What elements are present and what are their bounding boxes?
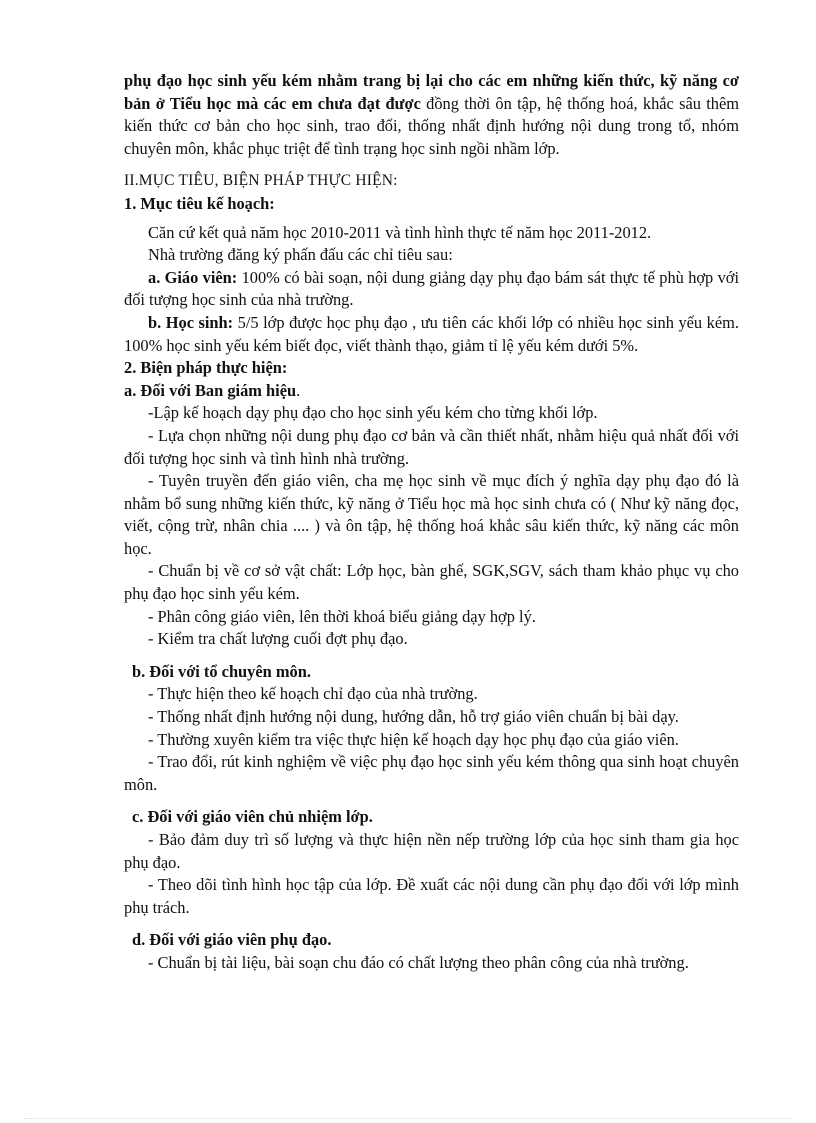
list-item: - Trao đổi, rút kinh nghiệm về việc phụ đạo học sinh yếu kém thông qua sinh hoạt chuyên môn.	[124, 752, 739, 794]
measures-heading: 2. Biện pháp thực hiện:	[124, 358, 288, 378]
intro-text: đồng thời ôn tập, hệ thống hoá, khắc sâu thêm kiến thức cơ bản cho học sinh, trao đổi, thống nhất định hướng nội dung trong tổ, nhóm chuyên môn, khắc phục triệt để tình trạng học sinh ngồi nhầm lớp.	[124, 93, 739, 158]
teacher-goal-text: 100% có bài soạn, nội dung giảng dạy phụ đạo bám sát thực tế phù hợp với đối tượng học sinh của nhà trường.	[124, 267, 739, 310]
intro-paragraph	[124, 70, 739, 160]
intro-bold-text: phụ đạo học sinh yếu kém nhằm trang bị lại cho các em những kiến thức, kỹ năng cơ bản ở Tiểu học mà các em chưa đạt được	[124, 71, 739, 113]
teacher-goal	[124, 267, 739, 312]
list-item: - Phân công giáo viên, lên thời khoá biểu giảng dạy hợp lý.	[148, 606, 536, 626]
list-item: - Thống nhất định hướng nội dung, hướng dẫn, hỗ trợ giáo viên chuẩn bị bài dạy.	[148, 707, 679, 727]
goals-heading: 1. Mục tiêu kế hoạch:	[124, 193, 275, 213]
list-item: - Chuẩn bị tài liệu, bài soạn chu đáo có chất lượng theo phân công của nhà trường.	[148, 952, 689, 972]
goals-register-line: Nhà trường đăng ký phấn đấu các chỉ tiêu sau:	[148, 245, 453, 265]
list-item: - Chuẩn bị về cơ sở vật chất: Lớp học, bàn ghế, SGK,SGV, sách tham khảo phục vụ cho phụ đạo học sinh yếu kém.	[124, 561, 739, 604]
student-goal	[124, 312, 739, 357]
measures-a-heading	[124, 380, 739, 403]
list-item: - Theo dõi tình hình học tập của lớp. Đề xuất các nội dung cần phụ đạo đối với lớp mình phụ trách.	[124, 875, 739, 917]
list-item: - Kiểm tra chất lượng cuối đợt phụ đạo.	[148, 629, 408, 649]
student-goal-text: 5/5 lớp được học phụ đạo , ưu tiên các khối lớp có nhiều học sinh yếu kém. 100% học sinh yếu kém biết đọc, viết thành thạo, giảm tỉ lệ yếu kém dưới 5%.	[124, 312, 739, 355]
measures-d-heading: d. Đối với giáo viên phụ đạo.	[132, 930, 332, 950]
list-item: - Thực hiện theo kế hoạch chỉ đạo của nhà trường.	[148, 684, 478, 704]
list-item: - Bảo đảm duy trì số lượng và thực hiện nền nếp trường lớp của học sinh tham gia học phụ đạo.	[124, 830, 739, 872]
measures-b-heading: b. Đối với tổ chuyên môn.	[132, 661, 311, 681]
goals-basis-line: Căn cứ kết quả năm học 2010-2011 và tình hình thực tế năm học 2011-2012.	[148, 222, 652, 242]
list-item: - Tuyên truyền đến giáo viên, cha mẹ học sinh về mục đích ý nghĩa dạy phụ đạo đó là nhằm bổ sung những kiến thức, kỹ năng ở Tiểu học mà học sinh chưa có ( Như kỹ năng đọc, viết, cộng trừ, nhân chia .... ) và ôn tập, hệ thống hoá khắc sâu kiến thức, kỹ năng các môn học.	[124, 471, 739, 558]
list-item: - Thường xuyên kiểm tra việc thực hiện kế hoạch dạy học phụ đạo của giáo viên.	[148, 729, 679, 749]
document-page	[124, 70, 739, 975]
measures-c-heading: c. Đối với giáo viên chủ nhiệm lớp.	[132, 807, 373, 827]
teacher-goal-label: a. Giáo viên:	[148, 267, 238, 287]
list-item: -Lập kế hoạch dạy phụ đạo cho học sinh yếu kém cho từng khối lớp.	[148, 403, 598, 423]
measures-a-heading-bold: a. Đối với Ban giám hiệu	[124, 380, 297, 400]
section-title: II.MỤC TIÊU, BIỆN PHÁP THỰC HIỆN:	[124, 172, 398, 190]
list-item: - Lựa chọn những nội dung phụ đạo cơ bản và cần thiết nhất, nhằm hiệu quả nhất đối với đối tượng học sinh và tình hình nhà trường.	[124, 425, 739, 468]
page-bottom-divider	[24, 1118, 792, 1119]
measures-a-heading-tail: .	[296, 380, 301, 400]
student-goal-label: b. Học sinh:	[148, 312, 234, 332]
